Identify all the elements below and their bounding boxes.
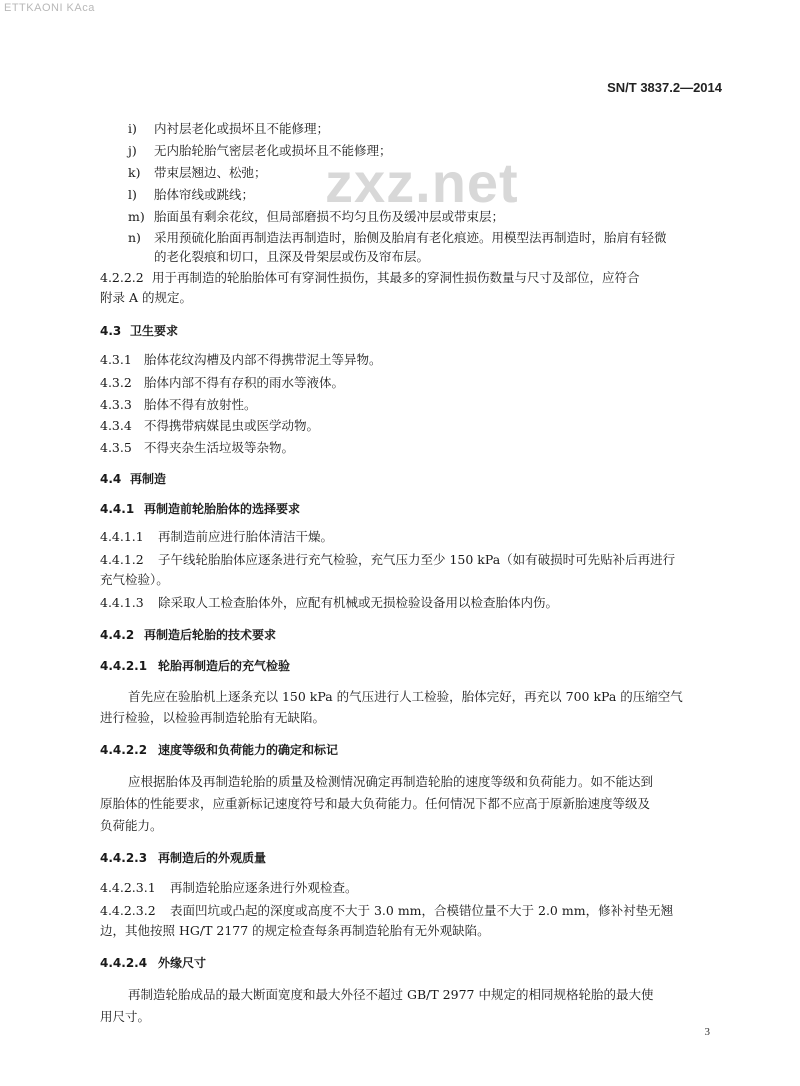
- list-text: 胎体帘线或跳线；: [154, 187, 255, 202]
- section-number: 4.4: [100, 472, 122, 486]
- list-label: i): [128, 121, 137, 136]
- clause-number: 4.3.2: [100, 375, 132, 390]
- section-number: 4.4.2.2: [100, 743, 148, 757]
- subsection-heading-4-4-2-1: [100, 657, 290, 675]
- subsection-heading-4-4-2-3: [100, 849, 266, 867]
- paragraph-line: 原胎体的性能要求，应重新标记速度符号和最大负荷能力。任何情况下都不应高于原新胎速度等级及: [100, 796, 651, 811]
- list-label: l): [128, 187, 137, 202]
- clause-4-4-1-3: [100, 594, 558, 612]
- clause-text: 胎体不得有放射性。: [144, 397, 257, 412]
- section-title: 再制造后的外观质量: [158, 851, 267, 865]
- section-heading-4-4: [100, 470, 166, 488]
- paragraph-line: 再制造轮胎成品的最大断面宽度和最大外径不超过 GB/T 2977 中规定的相同规格轮胎的最大使: [128, 987, 654, 1002]
- list-text: 胎面虽有剩余花纹，但局部磨损不均匀且伤及缓冲层或带束层；: [154, 209, 505, 224]
- clause-4-4-1-2-continued: 充气检验）。: [100, 572, 169, 587]
- standard-number: SN/T 3837.2—2014: [607, 80, 722, 95]
- clause-text: 子午线轮胎胎体应逐条进行充气检验，充气压力至少 150 kPa（如有破损时可先贴补后再进行: [158, 552, 676, 567]
- clause-number: 4.4.1.1: [100, 529, 144, 544]
- clause-4-4-2-3-1: [100, 879, 358, 897]
- section-title: 再制造后轮胎的技术要求: [144, 628, 277, 642]
- section-number: 4.4.2.4: [100, 956, 148, 970]
- list-item-m: [128, 208, 504, 226]
- clause-4-3-3: [100, 396, 257, 414]
- paragraph-line: 负荷能力。: [100, 818, 163, 833]
- clause-4-3-2: [100, 374, 344, 392]
- section-heading-4-3: [100, 322, 178, 340]
- section-title: 速度等级和负荷能力的确定和标记: [158, 743, 339, 757]
- page-number: 3: [704, 1026, 710, 1038]
- section-number: 4.4.2.3: [100, 851, 148, 865]
- list-label: j): [128, 143, 137, 158]
- clause-4-4-2-3-2-continued: 边，其他按照 HG/T 2177 的规定检查每条再制造轮胎有无外观缺陷。: [100, 923, 490, 938]
- list-label: n): [128, 230, 141, 245]
- subsection-heading-4-4-2: [100, 626, 276, 644]
- section-title: 再制造: [130, 472, 167, 486]
- list-item-l: [128, 186, 254, 204]
- clause-text: 胎体花纹沟槽及内部不得携带泥土等异物。: [144, 352, 382, 367]
- scan-header-text: ETTKAONI KAca: [4, 2, 95, 14]
- list-text: 无内胎轮胎气密层老化或损坏且不能修理；: [154, 143, 392, 158]
- list-text: 采用预硫化胎面再制造法再制造时，胎侧及胎肩有老化痕迹。用模型法再制造时，胎肩有轻微: [154, 230, 667, 245]
- list-item-n: [128, 229, 667, 247]
- clause-number: 4.3.4: [100, 418, 132, 433]
- section-number: 4.4.2: [100, 628, 135, 642]
- paragraph-line: 用尺寸。: [100, 1009, 151, 1024]
- clause-number: 4.4.2.3.2: [100, 903, 156, 918]
- clause-4-3-1: [100, 351, 382, 369]
- subsection-heading-4-4-2-4: [100, 954, 206, 972]
- list-text: 内衬层老化或损坏且不能修理；: [154, 121, 330, 136]
- section-title: 外缘尺寸: [158, 956, 207, 970]
- list-item-k: [128, 164, 267, 182]
- clause-text: 除采取人工检查胎体外，应配有机械或无损检验设备用以检查胎体内伤。: [158, 595, 559, 610]
- section-title: 轮胎再制造后的充气检验: [158, 659, 291, 673]
- paragraph-line: 首先应在验胎机上逐条充以 150 kPa 的气压进行人工检验，胎体完好，再充以 700 kPa 的压缩空气: [128, 689, 683, 704]
- clause-text: 不得携带病媒昆虫或医学动物。: [144, 418, 320, 433]
- clause-4-4-1-2: [100, 551, 675, 569]
- section-title: 卫生要求: [130, 324, 179, 338]
- section-title: 再制造前轮胎胎体的选择要求: [144, 502, 301, 516]
- subsection-heading-4-4-1: [100, 500, 300, 518]
- watermark: zxz.net: [325, 151, 519, 214]
- list-item-j: [128, 142, 392, 160]
- section-number: 4.3: [100, 324, 122, 338]
- subsection-heading-4-4-2-2: [100, 741, 338, 759]
- clause-number: 4.2.2.2: [100, 270, 144, 285]
- clause-number: 4.3.1: [100, 352, 132, 367]
- list-label: k): [128, 165, 141, 180]
- clause-number: 4.4.2.3.1: [100, 880, 156, 895]
- clause-text: 不得夹杂生活垃圾等杂物。: [144, 440, 295, 455]
- section-number: 4.4.2.1: [100, 659, 148, 673]
- section-number: 4.4.1: [100, 502, 135, 516]
- list-item-n-continued: 的老化裂痕和切口，且深及骨架层或伤及帘布层。: [154, 249, 430, 264]
- clause-4-2-2-2-continued: 附录 A 的规定。: [100, 290, 192, 305]
- paragraph-line: 进行检验，以检验再制造轮胎有无缺陷。: [100, 710, 326, 725]
- clause-number: 4.4.1.3: [100, 595, 144, 610]
- list-text: 带束层翘边、松弛；: [154, 165, 267, 180]
- clause-number: 4.4.1.2: [100, 552, 144, 567]
- clause-number: 4.3.3: [100, 397, 132, 412]
- clause-4-4-1-1: [100, 528, 333, 546]
- clause-text: 再制造前应进行胎体清洁干燥。: [158, 529, 334, 544]
- clause-text: 再制造轮胎应逐条进行外观检查。: [170, 880, 358, 895]
- clause-number: 4.3.5: [100, 440, 132, 455]
- clause-text: 表面凹坑或凸起的深度或高度不大于 3.0 mm，合模错位量不大于 2.0 mm，修补衬垫无翘: [170, 903, 674, 918]
- clause-4-2-2-2: [100, 269, 640, 287]
- clause-4-4-2-3-2: [100, 902, 673, 920]
- list-label: m): [128, 209, 145, 224]
- list-item-i: [128, 120, 329, 138]
- paragraph-line: 应根据胎体及再制造轮胎的质量及检测情况确定再制造轮胎的速度等级和负荷能力。如不能达到: [128, 774, 654, 789]
- clause-4-3-4: [100, 417, 319, 435]
- clause-text: 用于再制造的轮胎胎体可有穿洞性损伤，其最多的穿洞性损伤数量与尺寸及部位，应符合: [152, 270, 640, 285]
- clause-4-3-5: [100, 439, 294, 457]
- clause-text: 胎体内部不得有存积的雨水等液体。: [144, 375, 345, 390]
